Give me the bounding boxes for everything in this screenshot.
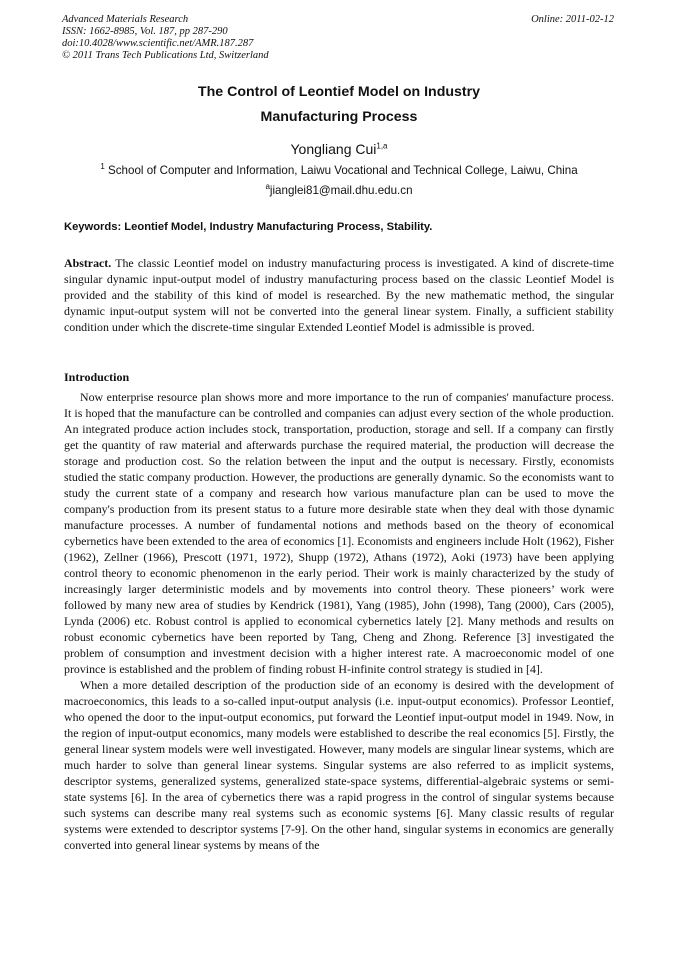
abstract-label: Abstract.	[64, 256, 112, 270]
journal-name: Advanced Materials Research	[62, 14, 189, 25]
author-line	[0, 139, 678, 159]
affiliation-line	[0, 162, 678, 180]
doi-line: doi:10.4028/www.scientific.net/AMR.187.287	[62, 38, 254, 49]
email-line	[0, 182, 678, 200]
affiliation-superscript: 1	[100, 162, 105, 172]
journal-header	[62, 14, 269, 62]
abstract-text: The classic Leontief model on industry manufacturing process is investigated. A kind of discrete-time singular dynamic input-output model of industry manufacturing process based on the classic Leontief Model is provided and the stability of this kind of model is researched. By the new mathematic method, the singular dynamic input-output system will not be converted into the general linear system. Finally, a sufficient stability condition under which the discrete-time singular Extended Leontief Model is admissible is proved.	[64, 256, 614, 334]
issn-line: ISSN: 1662-8985, Vol. 187, pp 287-290	[62, 26, 228, 37]
title-line-2: Manufacturing Process	[260, 109, 418, 125]
copyright-line: © 2011 Trans Tech Publications Ltd, Switzerland	[62, 50, 269, 61]
keywords: Keywords: Leontief Model, Industry Manufacturing Process, Stability.	[64, 221, 433, 233]
online-date: Online: 2011-02-12	[531, 14, 614, 25]
paper-title	[0, 80, 678, 130]
abstract	[64, 255, 614, 335]
title-line-1: The Control of Leontief Model on Industry	[197, 84, 481, 100]
affiliation-text: School of Computer and Information, Laiwu Vocational and Technical College, Laiwu, China	[108, 164, 578, 177]
intro-paragraph-2: When a more detailed description of the production side of an economy is desired with the development of macroeconomics, this leads to a so-called input-output analysis (i.e. input-output economics). Professor Leontief, who opened the door to the input-output economics, put forward the Leontief input-output model in 1949. Now, in the region of input-output economics, many models were established to describe the real economics [5]. Firstly, the general linear system models were well investigated. However, many models are singular linear systems, which are much harder to solve than general linear systems. Singular systems are also referred to as implicit systems, descriptor systems, generalized systems, generalized state-space systems, differential-algebraic systems or semi-state systems [6]. In the area of cybernetics there was a rapid progress in the control of singular systems because such systems can describe many real systems such as economic systems [6]. Many classic results of regular systems were extended to descriptor systems [7-9]. On the other hand, singular systems in economics are generally converted into general linear systems by means of the	[64, 678, 614, 852]
intro-paragraph-1: Now enterprise resource plan shows more and more importance to the run of companies' manufacture process. It is hoped that the manufacture can be controlled and companies can adjust every section of the whole production. An integrated produce action includes stock, transportation, production, storage and sell. If a company can firstly get the quantity of raw material and afterwards purchase the required material, the production will decrease the storage and production cost. So the relation between the input and the output is necessary. Firstly, economists studied the static company production. However, the productions are generally dynamic. So the economists want to study the current state of a company and research how various manufacture plan can be used to move the company's production from its present status to a future more desirable state when they deal with those dynamic manufacture processes. A number of fundamental notions and methods based on the theory of economical cybernetics have been extended to the area of economics [1]. Economists and engineers include Holt (1962), Fisher (1962), Zellner (1966), Prescott (1971, 1972), Shupp (1972), Athans (1972), Aoki (1973) have been applying control theory to economic phenomenon in the early period. Their work is mainly characterized by the study of increasingly larger deterministic models and by movements into control theory. These pioneers’ work were followed by many new area of studies by Kendrick (1981), Yang (1985), John (1998), Tang (2000), Cars (2005), Lynda (2006) etc. Robust control is applied to economical cybernetics lately [2]. Many methods and results on robust economic cybernetics have been reported by Tang, Cheng and Zhong. Reference [3] investigated the problem of consumption and investment decision with a higher interest rate. A macroeconomic model of one province is established and the problem of finding robust H-infinite control strategy is studied in [4].	[64, 390, 614, 676]
author-superscript: 1,a	[376, 141, 388, 151]
email-address[interactable]: jianglei81@mail.dhu.edu.cn	[269, 184, 413, 197]
author-name: Yongliang Cui	[290, 141, 377, 157]
email-superscript: a	[265, 182, 270, 192]
section-heading-introduction: Introduction	[64, 370, 130, 384]
introduction-body	[64, 389, 614, 853]
